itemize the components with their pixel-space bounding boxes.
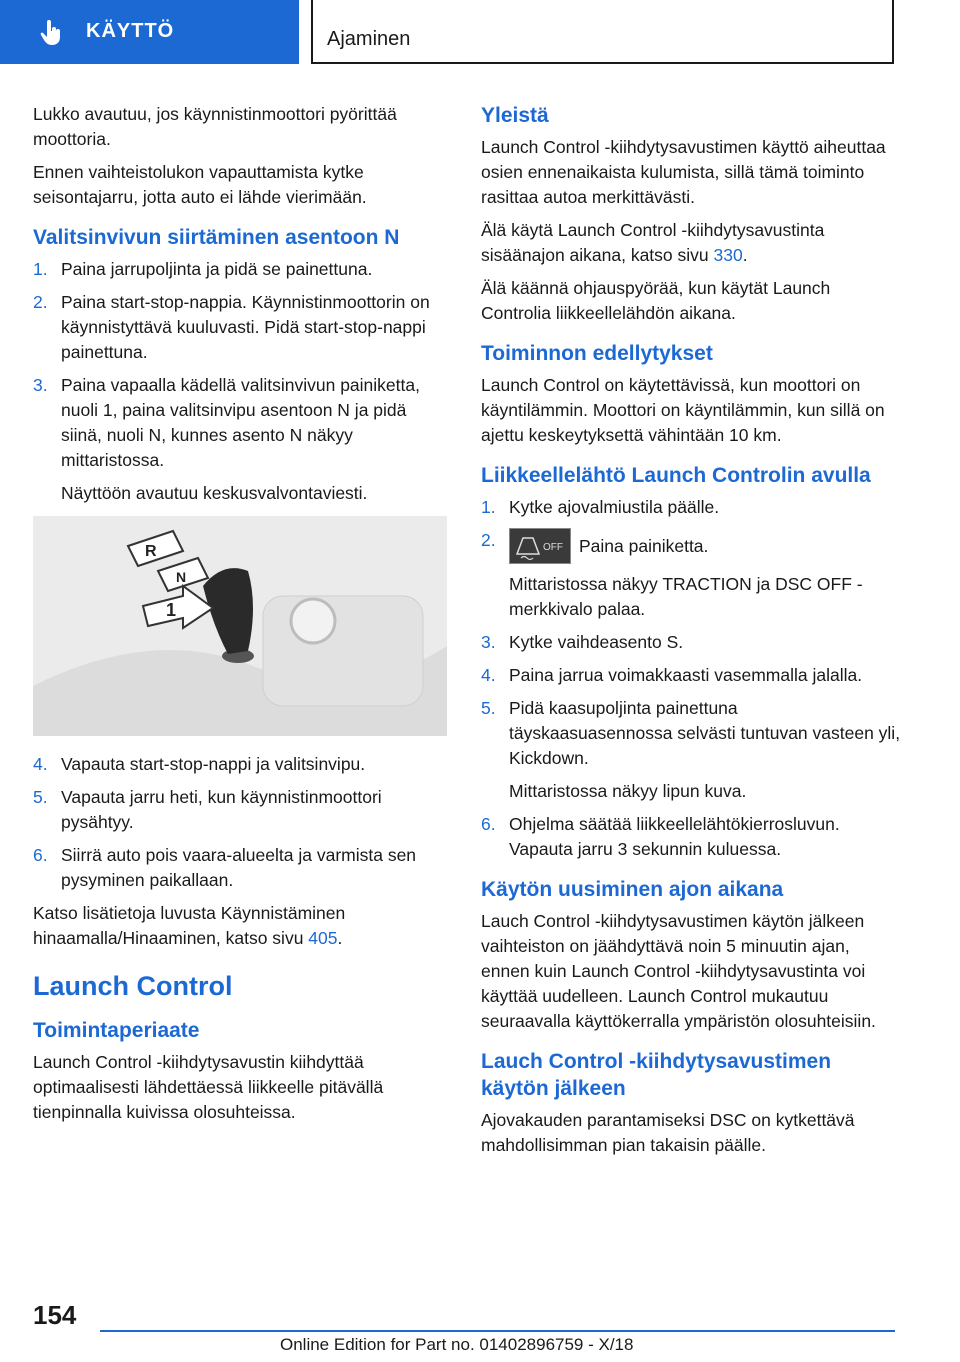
paragraph: Launch Control -kiihdytysavustin kiihdyttää optimaalisesti lähdettäessä liikkeelle pitävällä tienpinnalla kuivissa olosuhteissa. <box>33 1052 384 1122</box>
paragraph: Lauch Control -kiihdytysavustimen käytön jälkeen vaihteiston on jäähdyttävä noin 5 minuutin ajan, ennen kuin Launch Control -kiihdytysavustinta voi käyttää uudelleen. Launch Control mukautuu seuraavalla käyttökerralla ympäristön olosuhteisiin. <box>481 911 876 1031</box>
heading-select-n: Valitsinvivun siirtäminen asentoon N <box>33 226 400 249</box>
heading-after: Lauch Control -kiihdytysavustimen käytön jälkeen <box>481 1050 832 1100</box>
header-section <box>311 0 894 64</box>
right-column <box>481 102 901 1166</box>
list-item: 5. Pidä kaasupoljinta painettuna täyskaasuasennossa selvästi tuntuvan vasteen yli, Kickdown. Mittaristossa näkyy lipun kuva. <box>481 698 901 801</box>
list-item: 4. Vapauta start-stop-nappi ja valitsinvipu. <box>33 754 366 774</box>
gear-selector-photo <box>33 516 447 736</box>
heading-requirements: Toiminnon edellytykset <box>481 342 713 365</box>
steps-list-launch <box>481 495 901 862</box>
heading-repeat: Käytön uusiminen ajon aikana <box>481 878 784 901</box>
header-tab-label: KÄYTTÖ <box>86 20 175 42</box>
svg-text:N: N <box>176 569 187 585</box>
header-tab <box>0 0 299 64</box>
list-item: 3. Kytke vaihdeasento S. <box>481 632 684 652</box>
heading-principle: Toimintaperiaate <box>33 1019 200 1042</box>
list-item: 4. Paina jarrua voimakkaasti vasemmalla jalalla. <box>481 665 863 685</box>
heading-launch-control: Launch Control <box>33 971 233 1001</box>
section-title: Ajaminen <box>327 28 411 50</box>
paragraph: Katso lisätietoja luvusta Käynnistäminen hinaamalla/Hinaaminen, katso sivu 405. <box>33 903 346 948</box>
steps-list-b <box>33 752 447 893</box>
paragraph: Lukko avautuu, jos käynnistinmoottori pyörittää moottoria. <box>33 104 397 149</box>
footer-edition: Online Edition for Part no. 01402896759 - X/18 <box>280 1335 634 1354</box>
page-link-330[interactable]: 330 <box>713 245 743 265</box>
list-item: 2. Paina start-stop-nappia. Käynnistinmoottorin on käynnistyttävä kuuluvasti. Pidä start-stop-nappi painettuna. <box>33 292 430 362</box>
hand-pointer-icon <box>40 20 64 46</box>
svg-text:1: 1 <box>166 600 177 620</box>
page-number: 154 <box>33 1300 77 1330</box>
paragraph: Launch Control on käytettävissä, kun moottori on käyntilämmin. Moottori on käyntilämmin, kun sillä on ajettu keskeytyksettä vähintään 10 km. <box>481 375 885 445</box>
list-item: 2. OFF Paina painiketta. Mittaristossa näkyy TRACTION ja DSC OFF -merkkivalo palaa. <box>481 530 863 619</box>
svg-text:OFF: OFF <box>543 542 563 553</box>
heading-general: Yleistä <box>481 104 549 127</box>
left-column <box>33 102 447 1133</box>
list-item: 5. Vapauta jarru heti, kun käynnistinmoottori pysähtyy. <box>33 787 382 832</box>
list-item: 3. Paina vapaalla kädellä valitsinvivun painiketta, nuoli 1, paina valitsinvipu asentoon N ja pidä siinä, nuoli N, kunnes asento N näkyy mittaristossa. Näyttöön avautuu keskusvalvontaviesti. <box>33 375 420 503</box>
list-item: 6. Siirrä auto pois vaara-alueelta ja varmista sen pysyminen paikallaan. <box>33 845 417 890</box>
dsc-off-button-icon <box>509 528 571 564</box>
footer-divider <box>100 1330 895 1332</box>
list-item: 1. Kytke ajovalmiustila päälle. <box>481 497 720 517</box>
page-link-405[interactable]: 405 <box>308 928 338 948</box>
heading-start: Liikkeellelähtö Launch Controlin avulla <box>481 464 871 487</box>
paragraph: Launch Control -kiihdytysavustimen käyttö aiheuttaa osien ennenaikaista kulumista, sillä tämä toiminto rasittaa autoa merkittävästi. <box>481 137 886 207</box>
paragraph: Älä käännä ohjauspyörää, kun käytät Launch Controlia liikkeellelähdön aikana. <box>481 278 831 323</box>
paragraph: Ennen vaihteistolukon vapauttamista kytke seisontajarru, jotta auto ei lähde vierimään. <box>33 162 367 207</box>
steps-list-a <box>33 257 447 506</box>
svg-text:R: R <box>145 543 157 560</box>
paragraph: Älä käytä Launch Control -kiihdytysavustinta sisäänajon aikana, katso sivu 330. <box>481 220 825 265</box>
paragraph: Ajovakauden parantamiseksi DSC on kytkettävä mahdollisimman pian takaisin päälle. <box>481 1110 855 1155</box>
list-item: 1. Paina jarrupoljinta ja pidä se painettuna. <box>33 259 373 279</box>
list-item: 6. Ohjelma säätää liikkeellelähtökierrosluvun. Vapauta jarru 3 sekunnin kuluessa. <box>481 814 840 859</box>
